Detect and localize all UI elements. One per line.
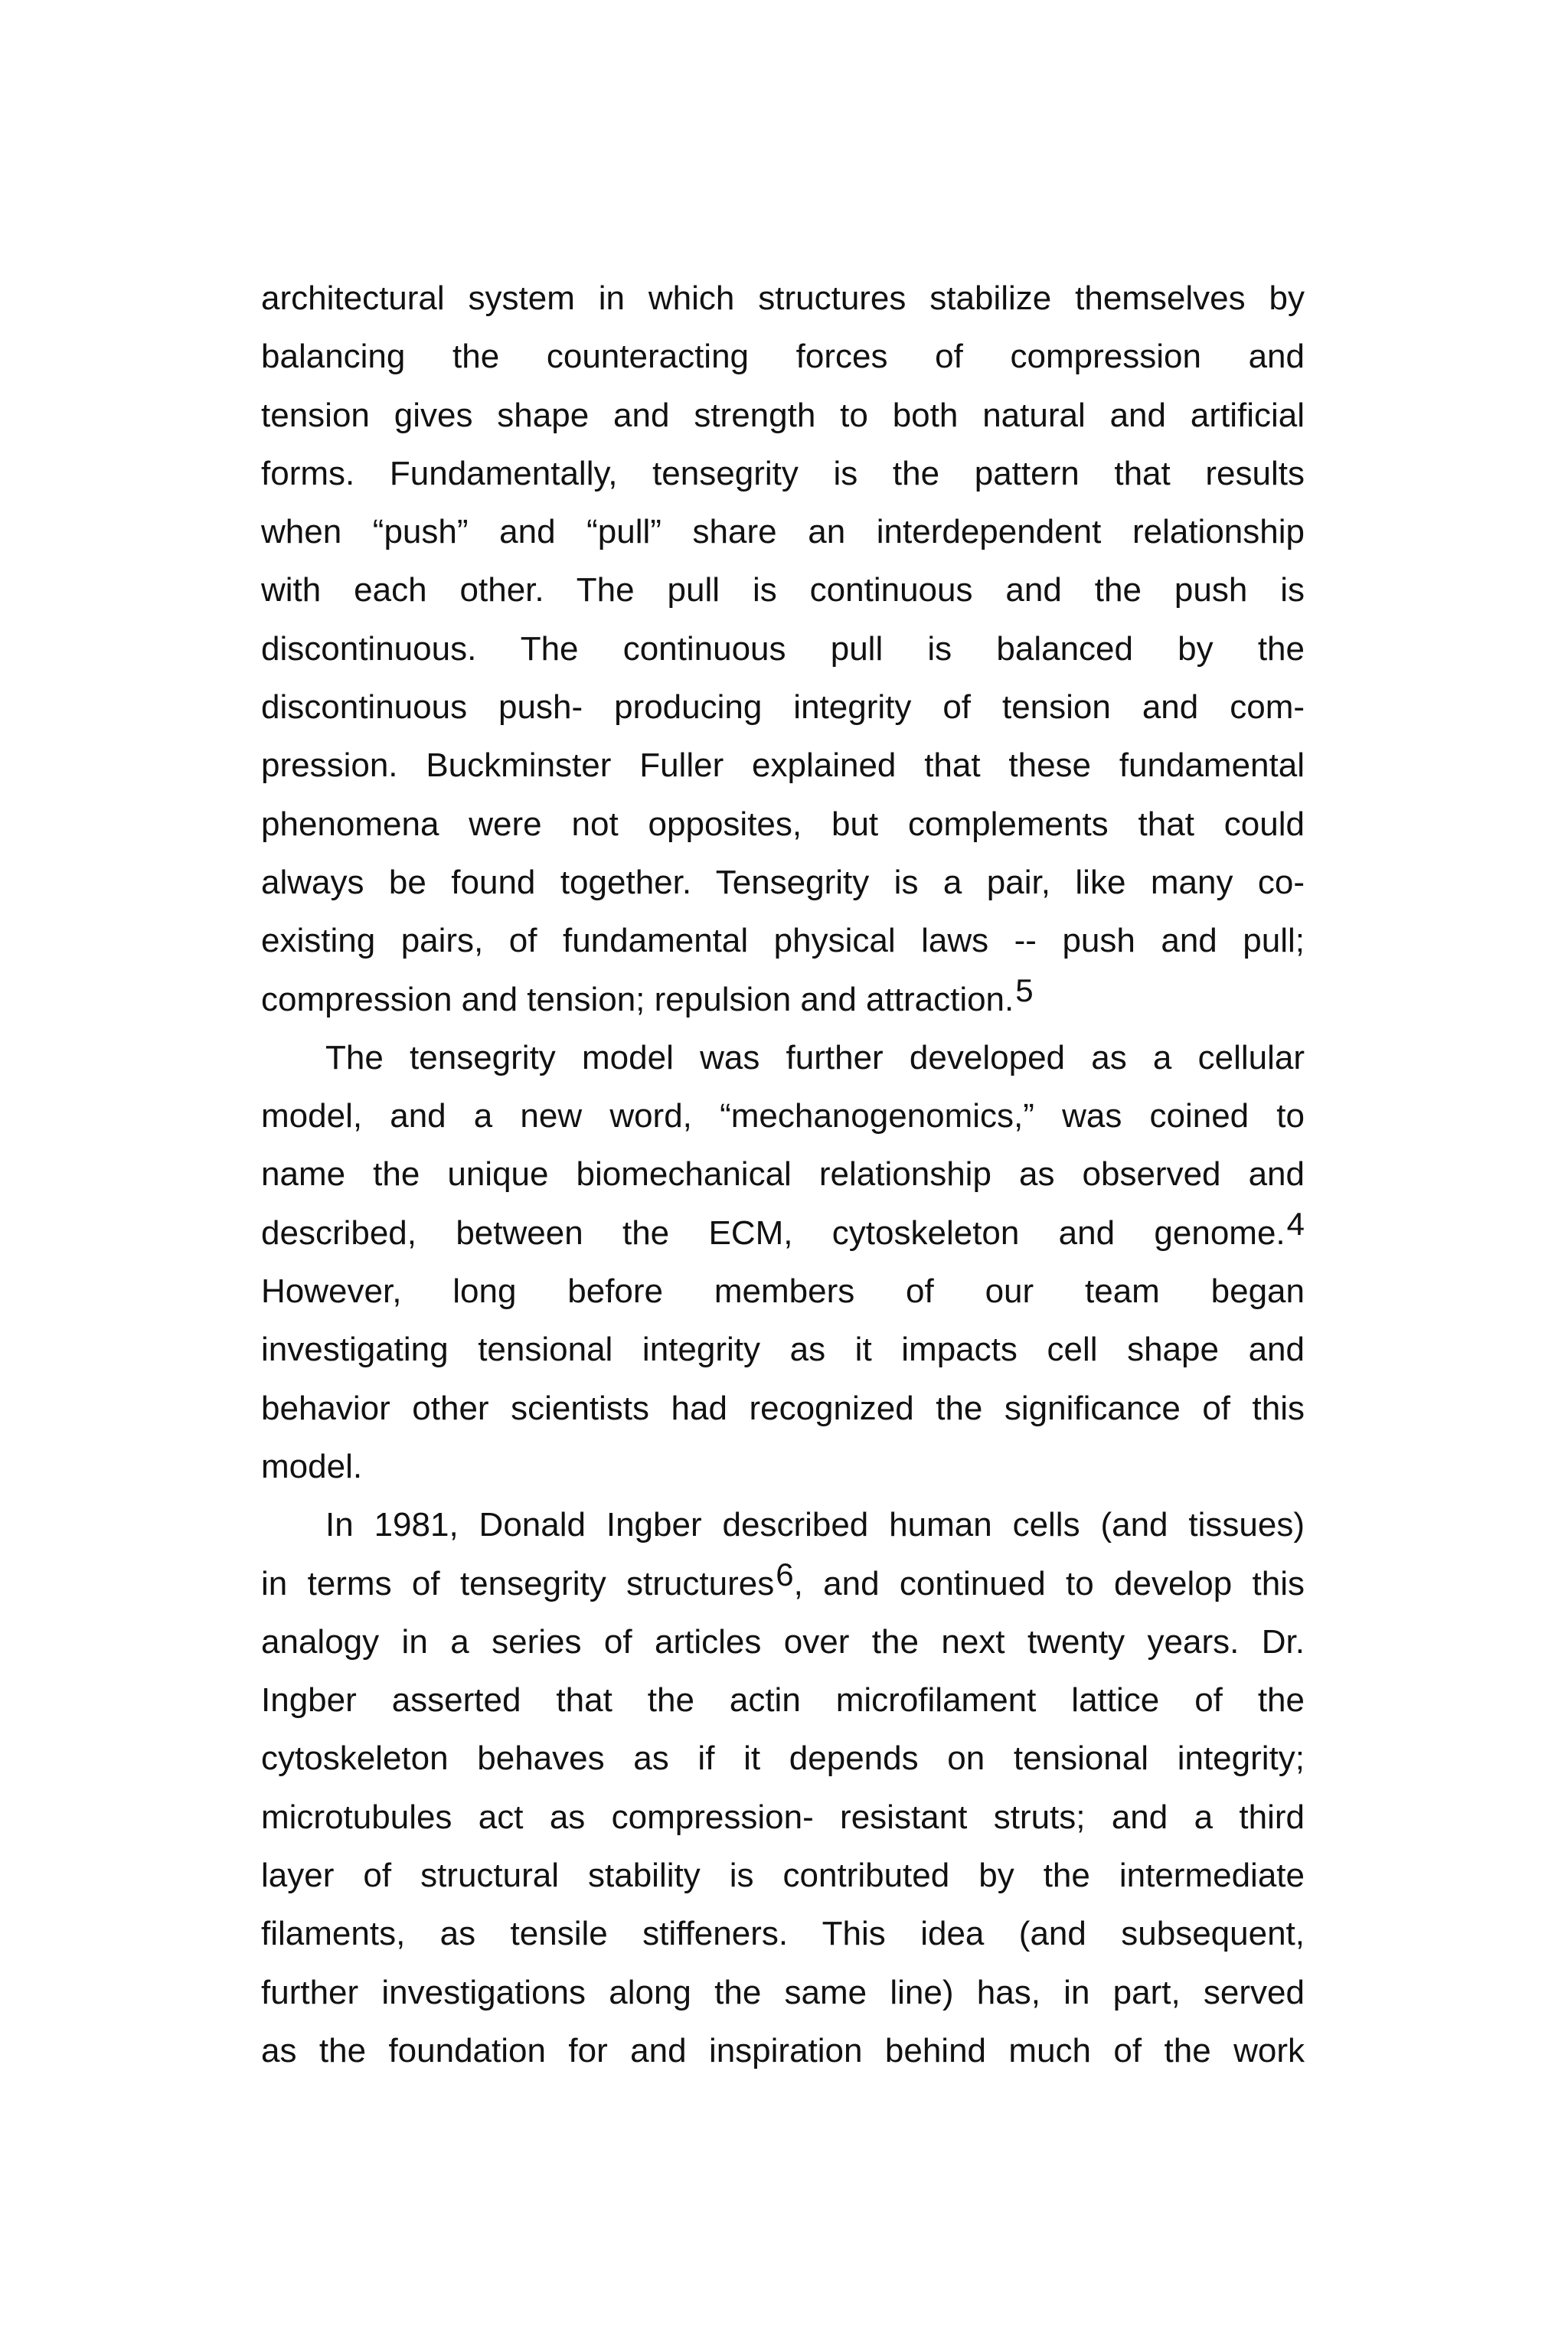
text-line: [261, 270, 1305, 328]
text-line: [261, 854, 1305, 912]
text-line: [261, 1321, 1305, 1379]
text-line: [261, 1613, 1305, 1671]
text-line: [261, 445, 1305, 503]
text-line: [261, 1730, 1305, 1788]
line-text: architectural system in which structures stabilize themselves by: [261, 279, 1305, 317]
line-text: model, and a new word, “mechanogenomics,” was coined to: [261, 1097, 1305, 1135]
line-text: existing pairs, of fundamental physical laws -- push and pull;: [261, 922, 1305, 960]
line-text: tension gives shape and strength to both natural and artificial: [261, 396, 1305, 434]
line-text: filaments, as tensile stiffeners. This idea (and subsequent,: [261, 1915, 1305, 1953]
footnote-reference: 4: [1286, 1205, 1305, 1242]
text-line: [261, 620, 1305, 678]
text-line: [261, 2022, 1305, 2080]
paragraph-3: [261, 1496, 1305, 2080]
text-line: [261, 1555, 1305, 1613]
line-text: forms. Fundamentally, tensegrity is the pattern that results: [261, 454, 1305, 492]
text-line: [261, 795, 1305, 854]
line-text: balancing the counteracting forces of compression and: [261, 338, 1305, 376]
text-line: [261, 1263, 1305, 1321]
line-text: name the unique biomechanical relationship as observed and: [261, 1155, 1305, 1194]
text-line: [261, 1380, 1305, 1438]
line-text: in terms of tensegrity structures: [261, 1564, 775, 1602]
line-text: Ingber asserted that the actin microfilament lattice of the: [261, 1681, 1305, 1720]
footnote-reference: 5: [1015, 972, 1034, 1008]
text-line: [261, 1905, 1305, 1963]
text-line: [261, 1847, 1305, 1905]
footnote-reference: 6: [776, 1556, 794, 1592]
line-text: when “push” and “pull” share an interdependent relationship: [261, 513, 1305, 551]
line-text: compression and tension; repulsion and attraction.: [261, 980, 1014, 1018]
text-line: [261, 912, 1305, 970]
line-text: cytoskeleton behaves as if it depends on tensional integrity;: [261, 1740, 1305, 1778]
body-text: [261, 270, 1305, 2080]
line-text: as the foundation for and inspiration behind much of the work: [261, 2031, 1305, 2069]
line-text: further investigations along the same line) has, in part, served: [261, 1973, 1305, 2011]
text-line: [261, 737, 1305, 795]
line-text-continued: , and continued to develop this: [793, 1564, 1305, 1602]
line-text: However, long before members of our team began: [261, 1272, 1305, 1311]
text-line: [261, 1145, 1305, 1204]
text-line: [261, 1671, 1305, 1730]
line-text: investigating tensional integrity as it impacts cell shape and: [261, 1331, 1305, 1369]
line-text: with each other. The pull is continuous and the push is: [261, 571, 1305, 609]
paragraph-1: [261, 270, 1305, 1029]
line-text: discontinuous push- producing integrity of tension and com-: [261, 688, 1305, 727]
text-line: [261, 387, 1305, 445]
text-line: [261, 1964, 1305, 2022]
line-text: The tensegrity model was further developed as a cellular: [325, 1038, 1305, 1076]
line-text: layer of structural stability is contributed by the intermediate: [261, 1857, 1305, 1895]
text-line: [261, 1438, 1305, 1496]
line-text: behavior other scientists had recognized the significance of this: [261, 1389, 1305, 1427]
text-line: [261, 1788, 1305, 1847]
text-line: [261, 971, 1305, 1029]
line-text: In 1981, Donald Ingber described human cells (and tissues): [325, 1506, 1305, 1544]
line-text: analogy in a series of articles over the next twenty years. Dr.: [261, 1622, 1305, 1661]
text-line: [261, 561, 1305, 619]
line-text: discontinuous. The continuous pull is balanced by the: [261, 629, 1305, 668]
paragraph-2: [261, 1029, 1305, 1496]
line-text: always be found together. Tensegrity is a pair, like many co-: [261, 863, 1305, 901]
text-line: [261, 328, 1305, 386]
text-line: [261, 1087, 1305, 1145]
text-line: [261, 678, 1305, 737]
text-line: [261, 503, 1305, 561]
text-line: [261, 1204, 1305, 1263]
line-text: model.: [261, 1447, 363, 1485]
line-text: microtubules act as compression- resistant struts; and a third: [261, 1798, 1305, 1836]
text-line: [261, 1496, 1305, 1554]
text-line: [261, 1029, 1305, 1087]
line-text: pression. Buckminster Fuller explained that these fundamental: [261, 746, 1305, 785]
line-text: phenomena were not opposites, but complements that could: [261, 805, 1305, 843]
line-text: described, between the ECM, cytoskeleton and genome.: [261, 1214, 1285, 1252]
